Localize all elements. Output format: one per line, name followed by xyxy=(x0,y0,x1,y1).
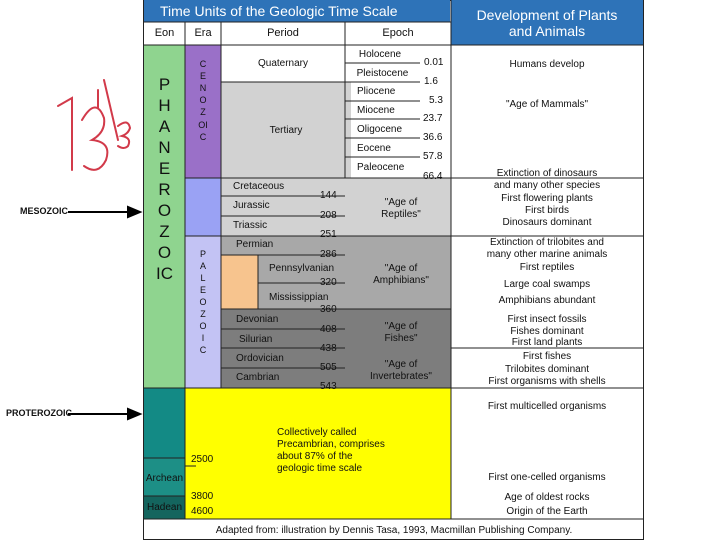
dev-humans: Humans develop xyxy=(509,59,585,70)
boundary-age: 2500 xyxy=(191,454,214,465)
period-cretaceous: Cretaceous xyxy=(233,181,285,192)
paleozoic-letter: O xyxy=(199,297,207,307)
cenozoic-letter: C xyxy=(199,59,207,69)
age-of-invertebrates-line2: Invertebrates" xyxy=(370,371,432,382)
dev-extinction-dinosaurs-1: Extinction of dinosaurs xyxy=(496,168,598,179)
dev-land-plants: First land plants xyxy=(511,337,583,348)
age-of-fishes-line1: "Age of xyxy=(384,321,418,332)
dev-title-line2: and Animals xyxy=(508,23,586,39)
dev-reptiles: First reptiles xyxy=(519,262,575,273)
boundary-age: 5.3 xyxy=(429,95,443,106)
age-of-reptiles-line1: "Age of xyxy=(384,197,418,208)
phanerozoic-letter: O xyxy=(157,201,172,220)
dev-insects: First insect fossils xyxy=(507,314,587,325)
boundary-age: 4600 xyxy=(191,506,214,517)
phanerozoic-letter: P xyxy=(158,75,171,94)
paleozoic-letter: L xyxy=(200,273,206,283)
boundary-age: 251 xyxy=(320,229,337,240)
boundary-age: 23.7 xyxy=(423,113,443,124)
dev-first-fishes: First fishes xyxy=(522,351,572,362)
period-silurian: Silurian xyxy=(239,334,273,345)
dev-fishes-dominant: Fishes dominant xyxy=(510,326,584,337)
boundary-age: 66.4 xyxy=(423,171,443,182)
cenozoic-letter: Z xyxy=(200,107,206,117)
paleozoic-letter: A xyxy=(199,261,206,271)
precambrian-note-line4: geologic time scale xyxy=(277,463,363,474)
dev-extinction-trilobites-2: many other marine animals xyxy=(486,249,608,260)
phanerozoic-letter: A xyxy=(158,117,171,136)
period-triassic: Triassic xyxy=(233,220,268,231)
dev-amphibians: Amphibians abundant xyxy=(498,295,596,306)
dev-trilobites: Trilobites dominant xyxy=(504,364,590,375)
epoch-holocene: Holocene xyxy=(358,49,402,60)
period-devonian: Devonian xyxy=(236,314,279,325)
boundary-age: 320 xyxy=(320,277,337,288)
boundary-age: 208 xyxy=(320,210,337,221)
cenozoic-letter: E xyxy=(199,71,206,81)
phanerozoic-letter: O xyxy=(157,243,172,262)
age-of-amphibians-line2: Amphibians" xyxy=(373,275,429,286)
dev-flowering: First flowering plants xyxy=(501,193,593,204)
epoch-oligocene: Oligocene xyxy=(357,124,403,135)
precambrian-note-line1: Collectively called xyxy=(277,427,357,438)
handwritten-annotation xyxy=(58,80,130,170)
paleozoic-letter: Z xyxy=(200,309,206,319)
paleozoic-letter: C xyxy=(199,345,207,355)
dev-coal: Large coal swamps xyxy=(503,279,591,290)
phanerozoic-letter: R xyxy=(158,180,171,199)
archean-label: Archean xyxy=(145,473,184,484)
paleozoic-letter: O xyxy=(199,321,207,331)
period-permian: Permian xyxy=(236,239,274,250)
boundary-age: 1.6 xyxy=(424,76,438,87)
boundary-age: 36.6 xyxy=(423,132,443,143)
mesozoic-annotation: MESOZOIC xyxy=(20,206,69,216)
dev-birds: First birds xyxy=(525,205,569,216)
period-cambrian: Cambrian xyxy=(236,372,280,383)
phanerozoic-letter: H xyxy=(158,96,171,115)
boundary-age: 505 xyxy=(320,362,337,373)
dev-extinction-trilobites-1: Extinction of trilobites and xyxy=(490,237,604,248)
hadean-label: Hadean xyxy=(146,502,183,513)
epoch-miocene: Miocene xyxy=(357,105,395,116)
boundary-age: 286 xyxy=(320,249,337,260)
age-of-amphibians-line1: "Age of xyxy=(384,263,418,274)
dev-title-line1: Development of Plants xyxy=(476,7,618,23)
proterozoic-annotation: PROTEROZOIC xyxy=(6,408,73,418)
col-header-period: Period xyxy=(267,27,299,39)
period-pennsylvanian: Pennsylvanian xyxy=(269,263,335,274)
paleozoic-letter: P xyxy=(199,249,206,259)
period-ordovician: Ordovician xyxy=(236,353,284,364)
cenozoic-letter: O xyxy=(199,95,207,105)
phanerozoic-letter: E xyxy=(158,159,171,178)
dev-one-celled: First one-celled organisms xyxy=(488,472,606,483)
paleozoic-letter: E xyxy=(199,285,206,295)
phanerozoic-letter: IC xyxy=(156,264,173,283)
precambrian-note-line2: Precambrian, comprises xyxy=(277,439,385,450)
boundary-age: 408 xyxy=(320,324,337,335)
boundary-age: 144 xyxy=(320,190,337,201)
cenozoic-letter: OI xyxy=(198,120,208,130)
boundary-age: 57.8 xyxy=(423,151,443,162)
epoch-paleocene: Paleocene xyxy=(357,162,405,173)
footer-credit: Adapted from: illustration by Dennis Tasa, 1993, Macmillan Publishing Company. xyxy=(215,525,573,536)
dev-extinction-dinosaurs-2: and many other species xyxy=(493,180,601,191)
period-tertiary: Tertiary xyxy=(269,125,303,136)
epoch-eocene: Eocene xyxy=(357,143,391,154)
cenozoic-letter: N xyxy=(199,83,207,93)
age-of-mammals: "Age of Mammals" xyxy=(505,99,589,110)
age-of-reptiles-line2: Reptiles" xyxy=(381,209,421,220)
age-of-invertebrates-line1: "Age of xyxy=(384,359,418,370)
col-header-epoch: Epoch xyxy=(382,27,414,39)
epoch-pleistocene: Pleistocene xyxy=(356,68,409,79)
cenozoic-letter: C xyxy=(199,132,207,142)
dev-multicelled: First multicelled organisms xyxy=(487,401,607,412)
period-mississippian: Mississippian xyxy=(269,292,329,303)
dev-dinosaurs: Dinosaurs dominant xyxy=(502,217,592,228)
dev-origin-earth: Origin of the Earth xyxy=(506,506,588,517)
phanerozoic-letter: N xyxy=(158,138,171,157)
boundary-age: 543 xyxy=(320,381,337,392)
col-header-era: Era xyxy=(194,27,212,39)
chart-title: Time Units of the Geologic Time Scale xyxy=(160,3,398,19)
precambrian-note-line3: about 87% of the xyxy=(277,451,353,462)
period-quaternary: Quaternary xyxy=(257,58,309,69)
col-header-eon: Eon xyxy=(154,27,175,39)
boundary-age: 360 xyxy=(320,304,337,315)
dev-shells: First organisms with shells xyxy=(488,376,606,387)
boundary-age: 438 xyxy=(320,343,337,354)
boundary-age: 3800 xyxy=(191,491,214,502)
dev-oldest-rocks: Age of oldest rocks xyxy=(504,492,590,503)
epoch-pliocene: Pliocene xyxy=(357,86,396,97)
boundary-age: 0.01 xyxy=(424,57,444,68)
paleozoic-letter: I xyxy=(201,333,205,343)
period-jurassic: Jurassic xyxy=(233,200,270,211)
age-of-fishes-line2: Fishes" xyxy=(384,333,418,344)
phanerozoic-letter: Z xyxy=(159,222,170,241)
